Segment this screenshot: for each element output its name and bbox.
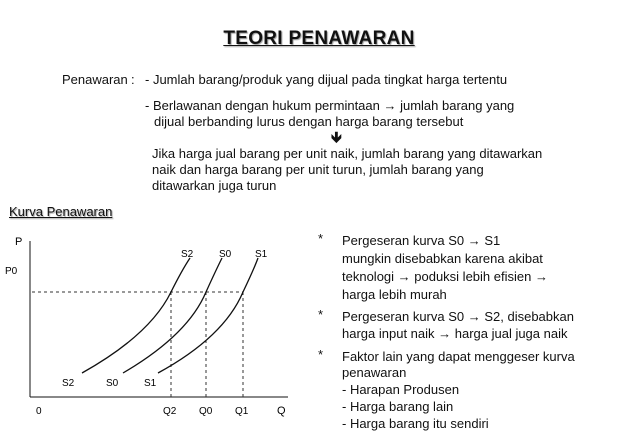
series-label-s1-top: S1 xyxy=(255,249,268,260)
page-title: TEORI PENAWARAN xyxy=(223,28,415,49)
note-3-item-3: - Harga barang itu sendiri xyxy=(342,416,489,431)
definition-term: Penawaran xyxy=(62,72,128,87)
series-s2-curve xyxy=(82,258,190,373)
note-3-item-2: - Harga barang lain xyxy=(342,399,454,414)
arrow-down-icon: 🡻 xyxy=(331,129,342,146)
series-label-s2-top: S2 xyxy=(181,249,194,260)
note-1-line-4: harga lebih murah xyxy=(342,287,447,302)
y-axis-label: P xyxy=(15,236,23,248)
note-2-line-1: Pergeseran kurva S0 → S2, disebabkan xyxy=(342,309,574,324)
note-1-line-3: teknologi → poduksi lebih efisien → xyxy=(342,269,548,284)
quantity-label-q0: Q0 xyxy=(199,406,213,417)
x-axis-label: Q xyxy=(277,405,286,417)
note-2-bullet: * xyxy=(318,307,324,322)
series-label-s0-top: S0 xyxy=(219,249,232,260)
note-3-bullet: * xyxy=(318,347,324,362)
explanation-line-2: naik dan harga barang per unit turun, jumlah barang yang xyxy=(152,162,484,177)
note-3-line-2: penawaran xyxy=(342,365,407,380)
series-s1-curve xyxy=(158,258,258,373)
series-label-s1-bottom: S1 xyxy=(144,378,157,389)
note-3-item-1: - Harapan Produsen xyxy=(342,382,460,397)
definition-point-2-line-2: dijual berbanding lurus dengan harga barang tersebut xyxy=(154,114,464,129)
series-label-s0-bottom: S0 xyxy=(106,378,119,389)
price-level-label: P0 xyxy=(5,266,18,277)
series-label-s2-bottom: S2 xyxy=(62,378,75,389)
quantity-label-q2: Q2 xyxy=(163,406,177,417)
definition-point-2-line-1: - Berlawanan dengan hukum permintaan → jumlah barang yang xyxy=(145,98,515,113)
note-1-bullet: * xyxy=(318,231,324,246)
explanation-line-1: Jika harga jual barang per unit naik, jumlah barang yang ditawarkan xyxy=(152,146,543,161)
series-s0-curve xyxy=(123,258,222,373)
supply-curve-chart xyxy=(0,225,300,440)
definition-separator: : xyxy=(131,72,135,87)
curve-heading: Kurva Penawaran xyxy=(9,204,113,219)
note-1-line-2: mungkin disebabkan karena akibat xyxy=(342,251,543,266)
definition-point-1: - Jumlah barang/produk yang dijual pada tingkat harga tertentu xyxy=(145,72,508,87)
note-2-line-2: harga input naik → harga jual juga naik xyxy=(342,326,568,341)
quantity-label-q1: Q1 xyxy=(235,406,249,417)
note-3-line-1: Faktor lain yang dapat menggeser kurva xyxy=(342,349,575,364)
note-1-line-1: Pergeseran kurva S0 → S1 xyxy=(342,233,501,248)
origin-label: 0 xyxy=(36,406,42,417)
explanation-line-3: ditawarkan juga turun xyxy=(152,178,277,193)
